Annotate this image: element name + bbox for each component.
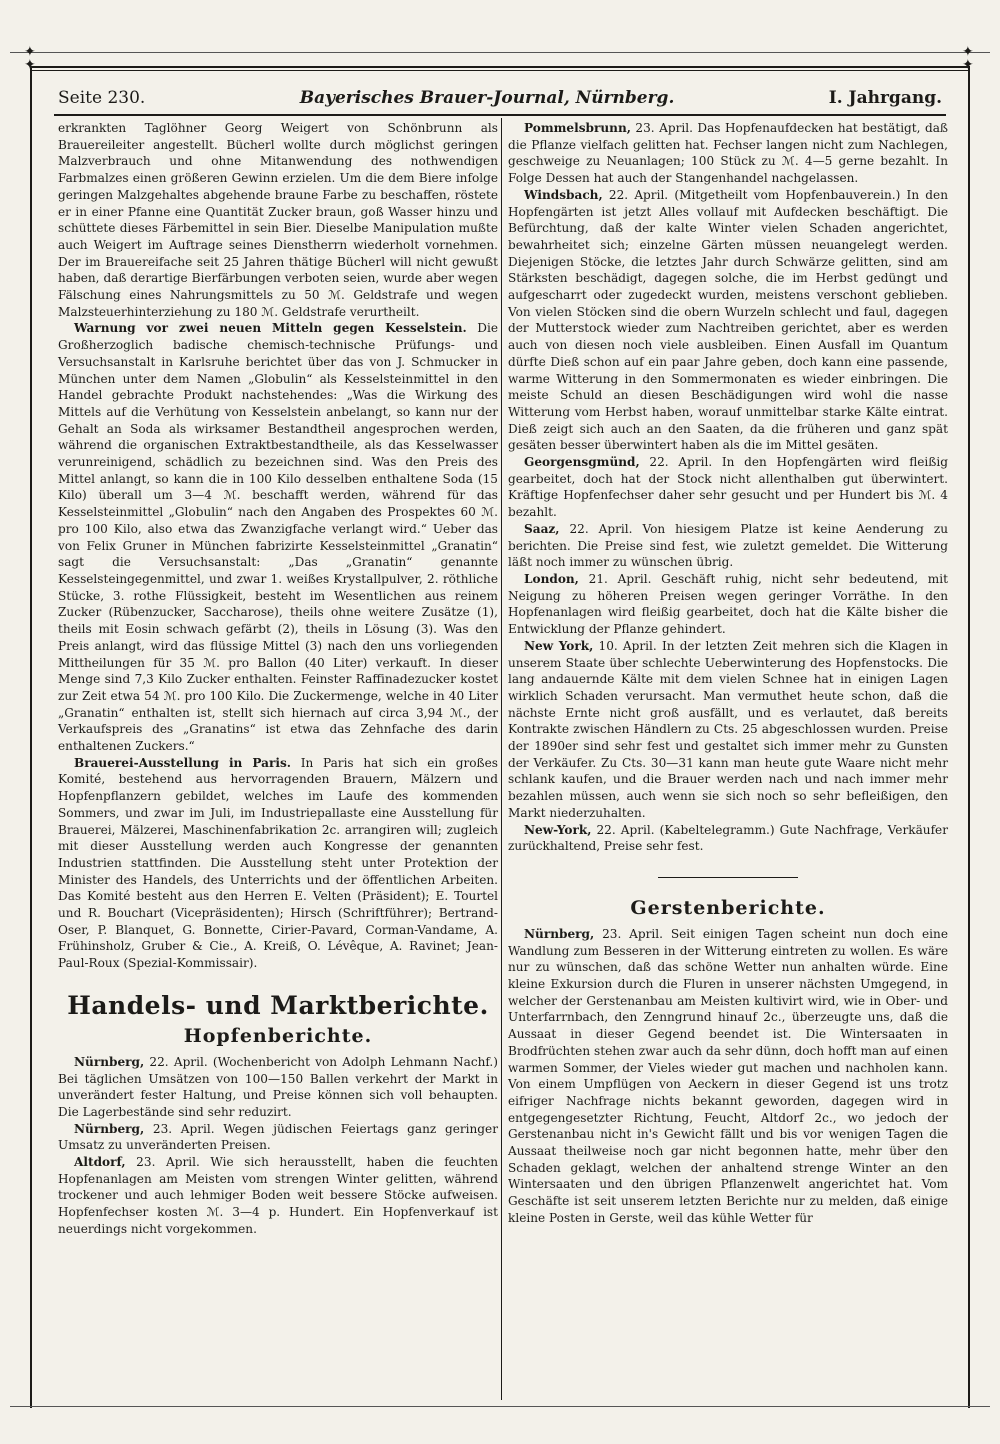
outer-rule-bottom bbox=[10, 1406, 990, 1407]
right-column bbox=[508, 120, 948, 1227]
report-item: Pommelsbrunn, 23. April. Das Hopfenaufdecken hat bestätigt, daß die Pflanze vielfach gelitten hat. Fechser langen nicht zum Nachlegen, geschweige zu Neuanlagen; 100 Stück zu ℳ. 4—5 gerne bezahlt. In Folge Dessen hat auch der Stangenhandel nachgelassen. bbox=[508, 121, 948, 186]
corner-ornament-outer-left: ✦ bbox=[24, 44, 36, 60]
report-item: Windsbach, 22. April. (Mitgetheilt vom Hopfenbauverein.) In den Hopfengärten ist jetzt Alles vollauf mit Aufdecken beschäftigt. Die Befürchtung, daß der kalte Winter vielen Schaden angerichtet, bewahrheitet sich; einzelne Gärten müssen neuangelegt werden. Diejenigen Stöcke, die letztes Jahr durch Schwärze gelitten, sind am Stärksten beschädigt, dagegen solche, die im Herbst gedüngt und aufgescharrt oder zugedeckt wurden, meistens verschont geblieben. Von vielen Stöcken sind die obern Wurzeln schlecht und faul, dagegen der Mutterstock wieder zum Nachtreiben gerichtet, aber es werden auch von diesen noch viele ausbleiben. Einen Ausfall im Quantum dürfte Dieß schon auf ein paar Jahre geben, doch kann eine passende, warme Witterung in den Sommermonaten es wieder einbringen. Die meiste Schuld an diesen Beschädigungen wird wohl die nasse Witterung vom Herbst haben, worauf unmittelbar starke Kälte eintrat. Dieß zeigt sich auch an den Saaten, da die früheren und ganz spät gesäten besser überwintert haben als die im Mittel gesäten. bbox=[508, 187, 948, 453]
section-title: Handels- und Marktberichte. bbox=[67, 990, 489, 1020]
left-column bbox=[58, 120, 498, 1238]
article-warnung: Warnung vor zwei neuen Mitteln gegen Kesselstein. Die Großherzoglich badische chemisch-technische Prüfungs- und Versuchsanstalt in Karlsruhe berichtet über das von J. Schmucker in München unter dem Namen „Globulin“ als Kesselsteinmittel in den Handel gebrachte Produkt nachstehendes: „Was die Wirkung des Mittels auf die Verhütung von Kesselstein anbelangt, so kann nur der Gehalt an Soda als wirksamer Bestandtheil angesprochen werden, während die organischen Extraktbestandtheile, als das Kesselwasser verunreinigend, schädlich zu bezeichnen sind. Was den Preis des Mittel anlangt, so kann die in 100 Kilo desselben enthaltene Soda (15 Kilo) überall um 3—4 ℳ. beschafft werden, während für das Kesselsteinmittel „Globulin“ nach den Angaben des Prospektes 60 ℳ. pro 100 Kilo, also etwa das Zwanzigfache verlangt wird.“ Ueber das von Felix Gruner in München fabrizirte Kesselsteinmittel „Granatin“ sagt die Versuchsanstalt: „Das „Granatin“ genannte Kesselsteingegenmittel, und zwar 1. weißes Krystallpulver, 2. röthliche Stücke, 3. rothe Flüssigkeit, besteht im Wesentlichen aus reinem Zucker (Rübenzucker, Saccharose), theils ohne weitere Zusätze (1), theils mit Eosin schwach gefärbt (2), theils in Lösung (3). Was den Preis anlangt, wird das flüssige Mittel (3) nach den uns vorliegenden Mittheilungen für 35 ℳ. pro Ballon (40 Liter) verkauft. In dieser Menge sind 7,3 Kilo Zucker enthalten. Feinster Raffinadezucker kostet zur Zeit etwa 54 ℳ. pro 100 Kilo. Die Zuckermenge, welche in 40 Liter „Granatin“ enthalten ist, stellt sich hiernach auf circa 3,94 ℳ., der Verkaufspreis des „Granatins“ ist etwa das Zehnfache des darin enthaltenen Zuckers.“ bbox=[58, 321, 498, 754]
article-paris: Brauerei-Ausstellung in Paris. In Paris hat sich ein großes Komité, bestehend aus hervorragenden Brauern, Mälzern und Hopfenpflanzern gebildet, welches im Laufe des kommenden Sommers, und zwar im Juli, im Industriepallaste eine Ausstellung für Brauerei, Mälzerei, Maschinenfabrikation 2c. arrangiren will; zugleich mit dieser Ausstellung werden auch Kongresse der genannten Industrien stattfinden. Die Ausstellung steht unter Protektion der Minister des Handels, des Unterrichts und der öffentlichen Arbeiten. Das Komité besteht aus den Herren E. Velten (Präsident); E. Tourtel und R. Bouchart (Vicepräsidenten); Hirsch (Schriftführer); Bertrand-Oser, P. Blanquet, G. Bonnette, Cirier-Pavard, Corman-Vandame, A. Frühinsholz, Gruber & Cie., A. Kreiß, O. Lévêque, A. Ravinet; Jean-Paul-Roux (Spezial-Kommissair). bbox=[58, 755, 498, 971]
subsection-title-gersten: Gerstenberichte. bbox=[630, 896, 826, 919]
report-item: Nürnberg, 22. April. (Wochenbericht von Adolph Lehmann Nachf.) Bei täglichen Umsätzen von 100—150 Ballen verkehrt der Markt in unverändert fester Haltung, und Preise können sich voll behaupten. Die Lagerbestände sind sehr reduzirt. bbox=[58, 1054, 498, 1119]
article-continuation: erkrankten Taglöhner Georg Weigert von Schönbrunn als Brauereileiter angestellt. Bücherl wollte durch möglichst geringen Malzverbrauch und ohne Mitanwendung des nothwendigen Farbmalzes einen größeren Gewinn erzielen. Um die dem Biere infolge geringen Malzgehaltes abgehende braune Farbe zu beschaffen, röstete er in einer Pfanne eine Quantität Zucker braun, goß Wasser hinzu und schüttete dieses Färbemittel in sein Bier. Dieselbe Manipulation mußte auch Weigert im Auftrage seines Dienstherrn wiederholt vornehmen. Der im Brauereifache seit 25 Jahren thätige Bücherl will nicht gewußt haben, daß derartige Bierfärbungen verboten seien, wurde aber wegen Fälschung eines Nahrungsmittels zu 50 ℳ. Geldstrafe und wegen Malzsteuerhinterziehung zu 180 ℳ. Geldstrafe verurtheilt. bbox=[58, 121, 498, 319]
frame-rule-top bbox=[30, 66, 970, 71]
volume-label: I. Jahrgang. bbox=[828, 88, 942, 108]
report-item: Altdorf, 23. April. Wie sich herausstellt, haben die feuchten Hopfenanlagen am Meisten vom strengen Winter gelitten, während trockener und auch lehmiger Boden weit bessere Stöcke aufweisen. Hopfenfechser kosten ℳ. 3—4 p. Hundert. Ein Hopfenverkauf ist neuerdings nicht vorgekommen. bbox=[58, 1155, 498, 1236]
report-item: Georgensgmünd, 22. April. In den Hopfengärten wird fleißig gearbeitet, doch hat der Stock nicht allenthalben gut überwintert. Kräftige Hopfenfechser daher sehr gesucht und per Hundert bis ℳ. 4 bezahlt. bbox=[508, 455, 948, 520]
report-item: New-York, 22. April. (Kabeltelegramm.) Gute Nachfrage, Verkäufer zurückhaltend, Preise sehr fest. bbox=[508, 822, 948, 854]
section-separator bbox=[658, 877, 798, 878]
frame-rule-right bbox=[968, 66, 970, 1408]
column-divider bbox=[501, 118, 502, 1400]
article-heading: Warnung vor zwei neuen Mitteln gegen Kesselstein. bbox=[74, 321, 467, 336]
page-number: Seite 230. bbox=[58, 88, 146, 108]
page-header bbox=[58, 86, 942, 110]
outer-rule-top bbox=[10, 52, 990, 53]
report-item: Nürnberg, 23. April. Wegen jüdischen Feiertags ganz geringer Umsatz zu unveränderten Preisen. bbox=[58, 1121, 498, 1153]
article-heading: Brauerei-Ausstellung in Paris. bbox=[74, 755, 292, 770]
report-item: London, 21. April. Geschäft ruhig, nicht sehr bedeutend, mit Neigung zu höheren Preisen wegen geringer Vorräthe. In den Hopfenanlagen wird fleißig gearbeitet, doch hat die Kälte bisher die Entwicklung der Pflanze gehindert. bbox=[508, 571, 948, 637]
corner-ornament-outer-right: ✦ bbox=[962, 44, 974, 60]
corner-ornament-top-right: ✦ bbox=[962, 57, 974, 73]
frame-rule-left bbox=[30, 66, 32, 1408]
header-rule bbox=[54, 114, 946, 116]
subsection-title-hopfen: Hopfenberichte. bbox=[183, 1024, 373, 1047]
report-item: New York, 10. April. In der letzten Zeit mehren sich die Klagen in unserem Staate über schlechte Ueberwinterung des Hopfenstocks. Die lang andauernde Kälte mit dem vielen Schnee hat in einigen Lagen wirklich Schaden verursacht. Man vermuthet heute schon, daß die nächste Ernte nicht groß ausfällt, und es verlautet, daß bereits Kontrakte zwischen Händlern zu Cts. 25 abgeschlossen wurden. Preise der 1890er sind sehr fest und gestaltet sich immer mehr zu Gunsten der Verkäufer. Zu Cts. 30—31 kann man heute gute Waare nicht mehr schlank kaufen, und die Brauer werden nach und nach immer mehr bezahlen müssen, auch wenn sie sich noch so sehr befleißigen, den Markt niederzuhalten. bbox=[508, 638, 948, 820]
report-item: Saaz, 22. April. Von hiesigem Platze ist keine Aenderung zu berichten. Die Preise sind fest, wie zuletzt gemeldet. Die Witterung läßt noch immer zu wünschen übrig. bbox=[508, 521, 948, 570]
corner-ornament-top-left: ✦ bbox=[24, 57, 36, 73]
report-item: Nürnberg, 23. April. Seit einigen Tagen scheint nun doch eine Wandlung zum Besseren in der Witterung eintreten zu wollen. Es wäre nur zu wünschen, daß das schöne Wetter nun anhalten würde. Eine kleine Exkursion durch die Fluren in unserer nächsten Umgegend, in welcher der Gerstenanbau am Meisten kultivirt wird, wie in Ober- und Unterfarrnbach, den Zenngrund hinauf 2c., überzeugte uns, daß die Aussaat in dieser Gegend beendet ist. Die Wintersaaten in Brodfrüchten stehen zwar auch da sehr dünn, doch hofft man auf einen warmen Sommer, der Vieles wieder gut machen und nachholen kann. Von einem Umpflügen von Aeckern in dieser Gegend ist uns trotz eifriger Nachfrage nichts bekannt geworden, dagegen wird in entgegengesetzter Richtung, Feucht, Altdorf 2c., wo jedoch der Gerstenanbau nicht in's Gewicht fällt und bis vor wenigen Tagen die Aussaat theilweise noch gar nicht begonnen hatte, mehr über den Schaden geklagt, welchen der anhaltend strenge Winter an den Wintersaaten und den übrigen Pflanzenwelt angerichtet hat. Vom Geschäfte ist seit unserem letzten Berichte nur zu melden, daß einige kleine Posten in Gerste, weil das kühle Wetter für bbox=[508, 926, 948, 1225]
journal-title: Bayerisches Brauer-Journal, Nürnberg. bbox=[299, 88, 675, 108]
